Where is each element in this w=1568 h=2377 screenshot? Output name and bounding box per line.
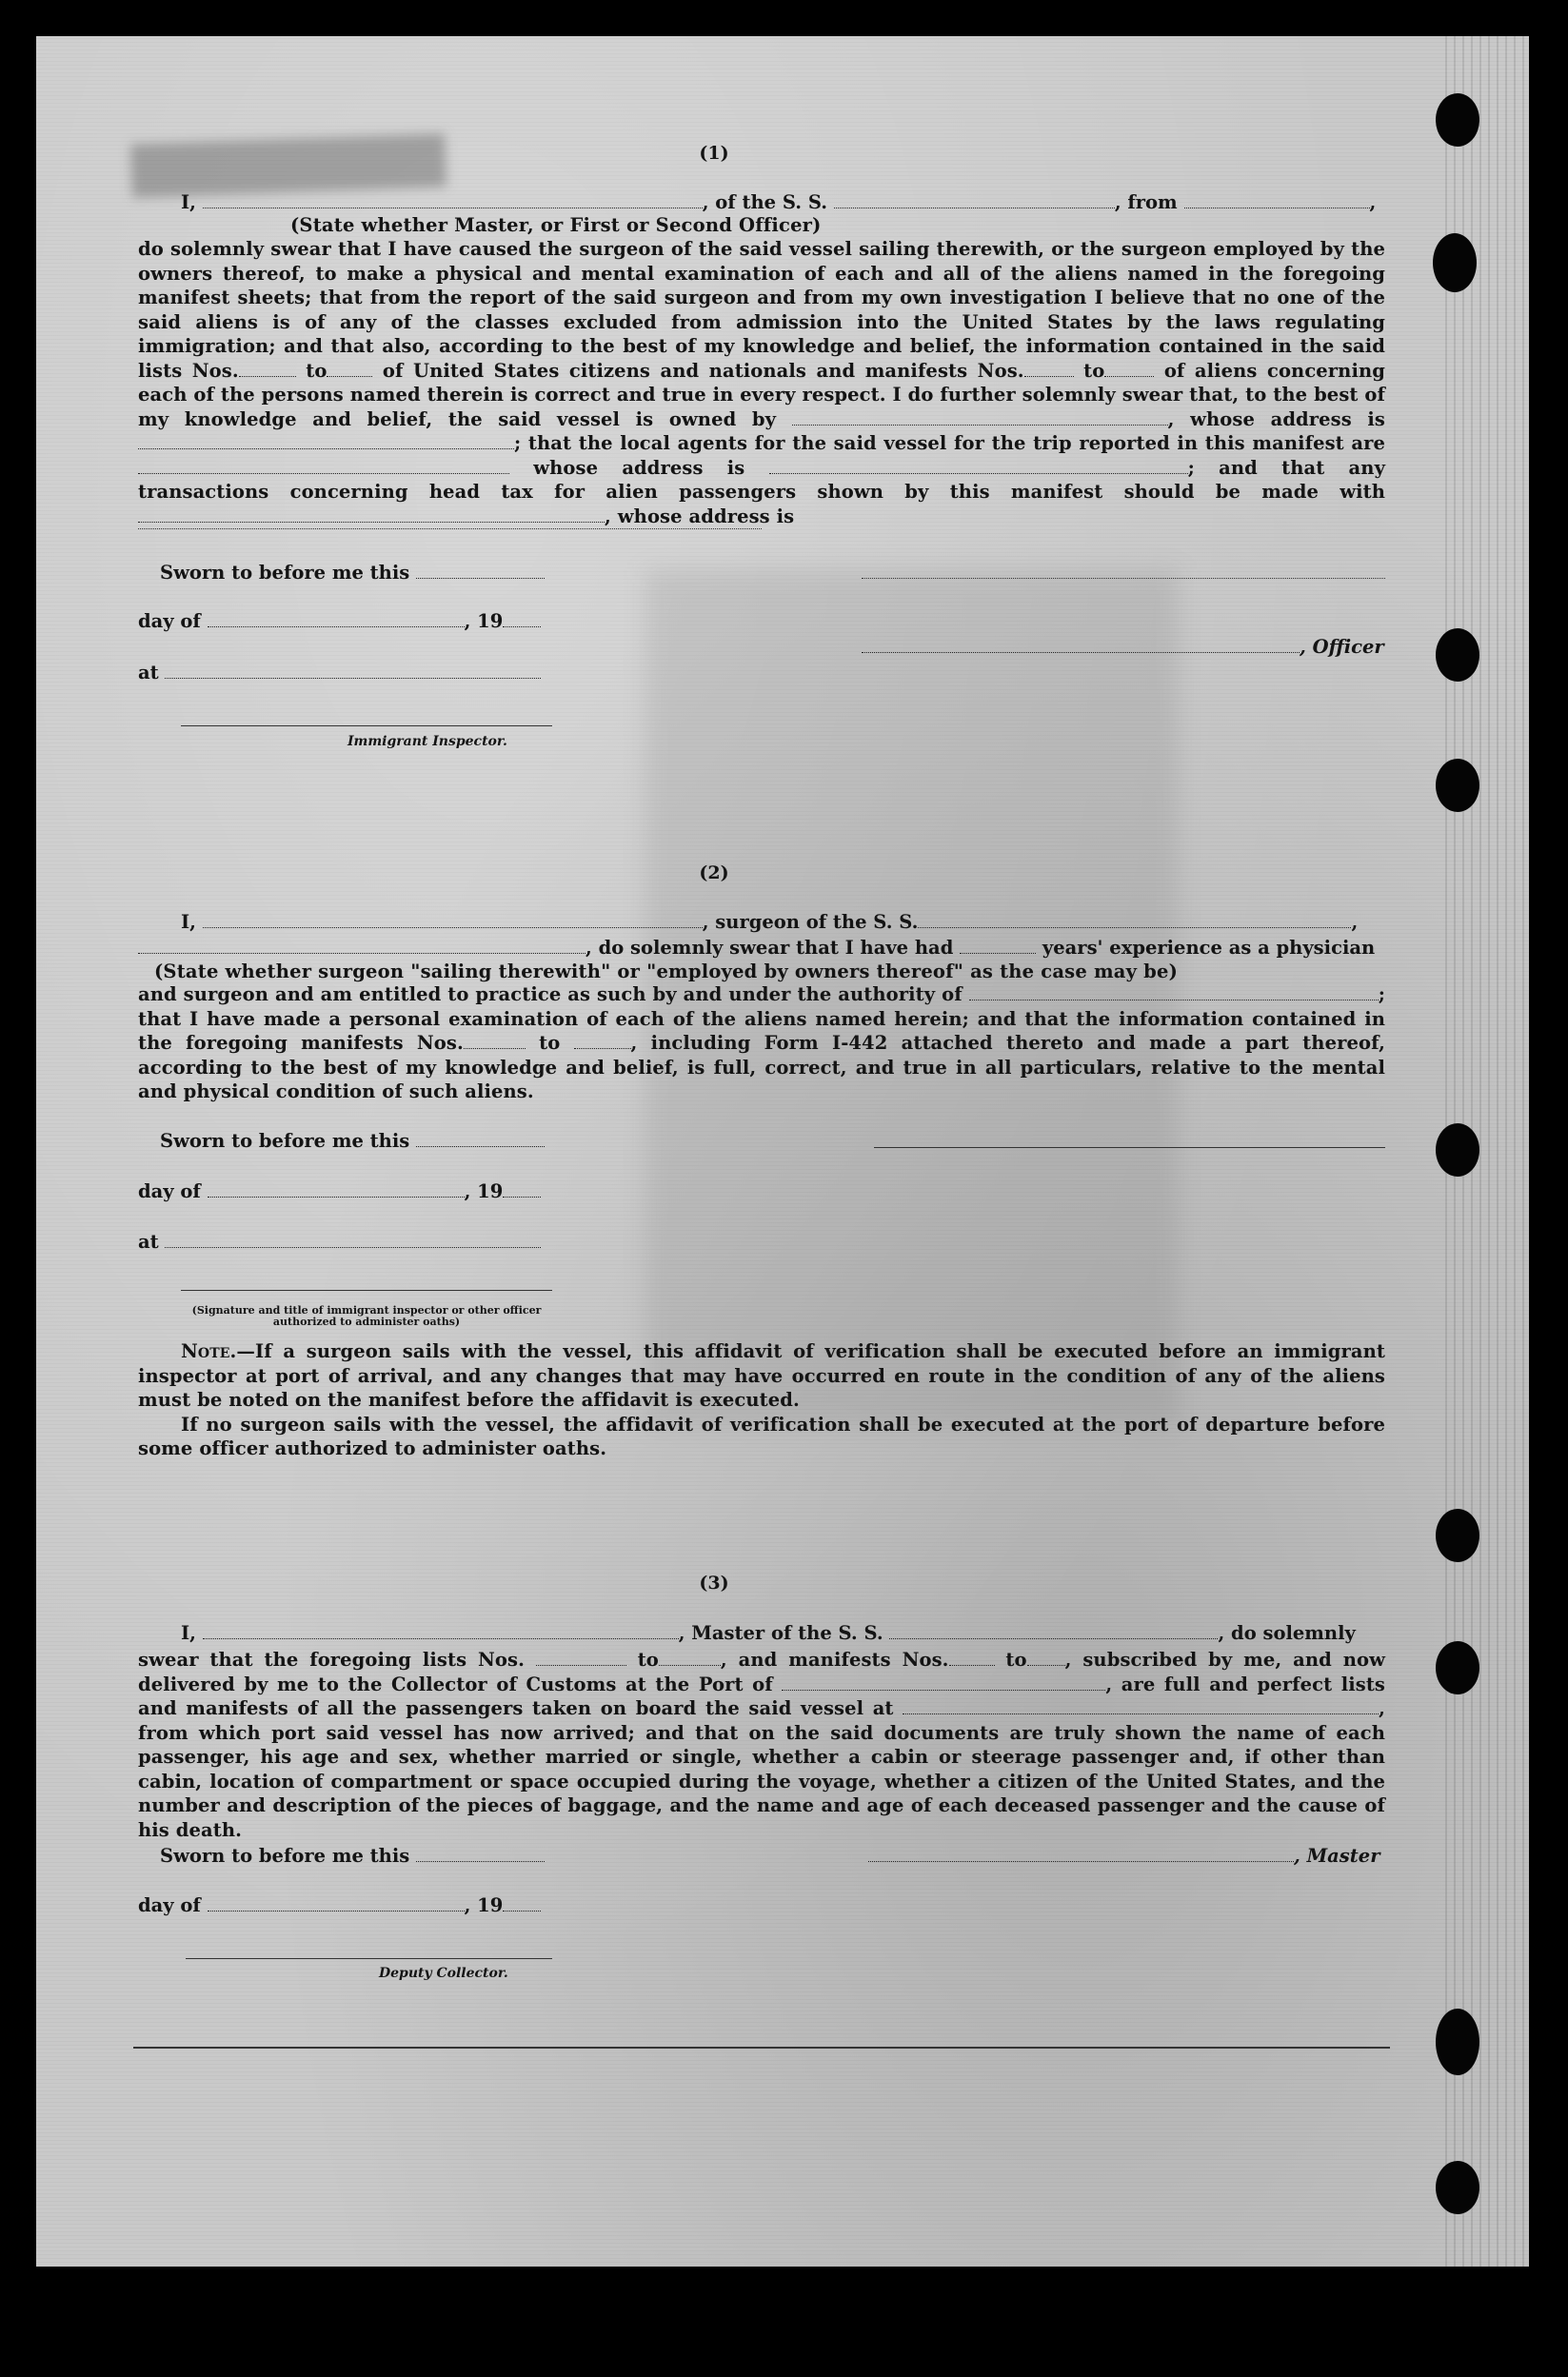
s1-year-label: , 19: [464, 610, 504, 632]
punch-hole: [1436, 1509, 1479, 1562]
head-tax-address-line[interactable]: [138, 528, 762, 529]
lists-from-field[interactable]: [239, 362, 296, 377]
master-name-field[interactable]: [203, 1624, 679, 1639]
s1-whose-address-3: , whose address is: [605, 505, 795, 527]
s3-from-which: , from which: [138, 1697, 1385, 1744]
s2-years-label: years' experience as a physician: [1042, 937, 1376, 959]
s3-first-line: [181, 1622, 1356, 1644]
s1-text-b: of United States citizens and nationals and manifests Nos.: [382, 359, 1024, 382]
punch-hole: [1436, 1123, 1479, 1177]
s3-manifests-to-field[interactable]: [1027, 1651, 1065, 1666]
s3-lists-to-field[interactable]: [659, 1651, 721, 1666]
section-1-first-line: I, , of the S. S. , from ,: [181, 191, 1377, 213]
s1-sworn-day-field[interactable]: [416, 564, 545, 579]
s3-text-a: swear that the foregoing lists Nos.: [138, 1649, 525, 1671]
section-2-note: [138, 1339, 1385, 1461]
punch-hole: [1433, 233, 1477, 292]
s2-sworn: [160, 1130, 545, 1152]
s3-full-perfect: , are full and perfect lists and manifests of all the passengers taken on board the said vessel at: [138, 1673, 1386, 1719]
s2-date-line: [138, 1180, 541, 1202]
s3-to-1: to: [637, 1649, 659, 1671]
s2-manifests-from-field[interactable]: [464, 1034, 526, 1049]
section-3-body: [138, 1648, 1385, 1842]
s3-master-label: , Master of the S. S.: [678, 1622, 883, 1644]
s2-year-field[interactable]: [503, 1182, 541, 1198]
s2-at-field[interactable]: [165, 1233, 541, 1248]
s2-text-c: , including Form I-442 attached thereto and made a part thereof, according to the best of my knowledge and belief, is full, correct, and true in all particulars, relative to the mental and physical condition of such aliens.: [138, 1032, 1386, 1102]
punch-hole: [1436, 2161, 1479, 2214]
s1-month-field[interactable]: [208, 612, 465, 627]
s3-master-signature-field[interactable]: [868, 1847, 1294, 1862]
s2-at-line: [138, 1231, 541, 1253]
officer-name-field[interactable]: [203, 193, 703, 208]
s2-surgeon-label: , surgeon of the S. S.: [702, 911, 919, 933]
s3-master-label-sig: , Master: [1294, 1845, 1380, 1867]
s3-subscribed: , subscribed by me, and now delivered by me to the Collector of Customs at the Port of: [138, 1649, 1386, 1695]
embarkation-port-field[interactable]: [903, 1699, 1379, 1714]
s2-text-b: ; that I have made a personal examination of each of the aliens named herein; and that the information contained in the foregoing manifests Nos.: [138, 983, 1386, 1054]
s3-date-line: [138, 1894, 541, 1916]
of-ss-label: , of the S. S.: [702, 191, 828, 213]
s3-master-line: [868, 1845, 1379, 1867]
s2-second-line: [138, 937, 1375, 959]
s1-sworn: [160, 562, 545, 584]
from-port-field[interactable]: [1184, 193, 1370, 208]
s1-at-field[interactable]: [165, 664, 541, 679]
s2-day-of-label: day of: [138, 1180, 201, 1202]
s1-whose-address: , whose address is: [1167, 407, 1385, 430]
officer-note: (State whether Master, or First or Second Officer): [290, 214, 822, 236]
s2-swear-label: , do solemnly swear that I have had: [586, 937, 954, 959]
s2-manifests-to-field[interactable]: [574, 1034, 631, 1049]
s1-inspector-line[interactable]: [181, 725, 552, 726]
note-text-2: If no surgeon sails with the vessel, the affidavit of verification shall be executed at the port of departure before some officer authorized to administer oaths.: [138, 1413, 1385, 1459]
s2-month-field[interactable]: [208, 1182, 465, 1198]
surgeon-name-field[interactable]: [203, 913, 703, 928]
s3-year-field[interactable]: [503, 1896, 541, 1912]
s3-lists-from-field[interactable]: [536, 1651, 626, 1666]
s2-signature-caption: (Signature and title of immigrant inspector or other officer authorized to administer oaths): [191, 1304, 542, 1328]
bottom-rule: [133, 2047, 1390, 2049]
s3-to-2: to: [1005, 1649, 1027, 1671]
s1-officer-label: , Officer: [1300, 636, 1384, 658]
s1-year-field[interactable]: [503, 612, 541, 627]
s3-and-manifests: , and manifests Nos.: [720, 1649, 949, 1671]
s3-sworn-label: Sworn to before me this: [160, 1845, 410, 1867]
s2-surgeon-signature-line[interactable]: [874, 1147, 1385, 1148]
local-agents-field[interactable]: [138, 459, 509, 474]
manifests-to-field[interactable]: [1104, 362, 1154, 377]
s3-text-b: port said vessel has now arrived; and that on the said documents are truly shown the name of each passenger, his age and sex, whether married or single, whether a cabin or steerage passenger and, if other than cabin, location of compartment or space occupied during the voyage, whether a citizen of the United States, and the number and description of the pieces of baggage, and the name and age of each deceased passenger and the cause of his death.: [138, 1721, 1385, 1841]
s3-collector-caption: Deputy Collector.: [379, 1966, 508, 1981]
punch-hole: [1436, 628, 1479, 682]
section-2-number: (2): [699, 862, 729, 883]
years-field[interactable]: [960, 939, 1036, 954]
s2-first-line: I, , surgeon of the S. S. ,: [181, 911, 1359, 933]
authority-field[interactable]: [969, 985, 1379, 1000]
s1-master-signature-line[interactable]: [862, 578, 1385, 579]
s1-text-a: do solemnly swear that I have caused the surgeon of the said vessel sailing therewith, or the surgeon employed by the owners thereof, to make a physical and mental examination of each and all of the aliens named in the foregoing manifest sheets; that from the report of the said surgeon and from my own investigation I believe that no one of the said aliens is of any of the classes excluded from admission into the United States by the laws regulating immigration; and that also, according to the best of my knowledge and belief, the information contained in the said lists Nos.: [138, 238, 1385, 382]
s1-date-line: [138, 610, 541, 632]
s1-to-2: to: [1083, 359, 1105, 382]
surgeon-note: (State whether surgeon "sailing therewith" or "employed by owners thereof" as the case may be): [154, 961, 1178, 982]
note-text: —If a surgeon sails with the vessel, this affidavit of verification shall be executed before an immigrant inspector at port of arrival, and any changes that may have occurred en route in the condition of any of the aliens must be noted on the manifest before the affidavit is executed.: [138, 1340, 1385, 1411]
s3-swear-label: , do solemnly: [1218, 1622, 1356, 1644]
s2-intro-i: I,: [181, 911, 196, 933]
s2-inspector-line[interactable]: [181, 1290, 552, 1291]
owner-field[interactable]: [792, 410, 1168, 426]
s1-at-label: at: [138, 662, 159, 683]
s3-manifests-from-field[interactable]: [949, 1651, 995, 1666]
s1-text-e: ; and that any transactions concerning head tax for alien passengers shown by this manifest should be made with: [138, 456, 1386, 503]
vessel-name-field[interactable]: [834, 193, 1115, 208]
s1-to-1: to: [306, 359, 327, 382]
s3-month-field[interactable]: [208, 1896, 465, 1912]
s3-year-label: , 19: [464, 1894, 504, 1916]
intro-i: I,: [181, 191, 196, 213]
s3-sworn: [160, 1845, 545, 1867]
port-field[interactable]: [782, 1675, 1105, 1691]
s2-text-a: and surgeon and am entitled to practice as such by and under the authority of: [138, 983, 963, 1005]
surgeon-status-field[interactable]: [138, 939, 586, 954]
s1-inspector-caption: Immigrant Inspector.: [347, 734, 507, 749]
agents-address-field[interactable]: [769, 459, 1188, 474]
s1-sworn-label: Sworn to before me this: [160, 562, 410, 584]
s3-vessel-field[interactable]: [889, 1624, 1218, 1639]
s1-whose-address-2: whose address is: [533, 456, 745, 479]
punch-hole: [1436, 1641, 1479, 1694]
s2-to: to: [539, 1032, 561, 1054]
s1-at-line: [138, 662, 541, 683]
s3-intro-i: I,: [181, 1622, 196, 1644]
s1-officer-signature-field[interactable]: [862, 638, 1300, 653]
s1-text-c: of aliens concerning each of the persons named therein is correct and true in every respect. I do further solemnly swear that, to the best of my knowledge and belief, the said vessel is owned by: [138, 359, 1385, 430]
head-tax-party-field[interactable]: [138, 507, 605, 523]
lists-to-field[interactable]: [327, 362, 372, 377]
section-1-number: (1): [699, 143, 729, 164]
s2-at-label: at: [138, 1231, 159, 1253]
from-label: , from: [1114, 191, 1178, 213]
s2-vessel-field[interactable]: [918, 913, 1351, 928]
manifests-from-field[interactable]: [1024, 362, 1074, 377]
s2-sworn-label: Sworn to before me this: [160, 1130, 410, 1152]
punch-hole: [1436, 759, 1479, 812]
section-3-number: (3): [699, 1573, 729, 1594]
s2-sworn-day-field[interactable]: [416, 1132, 545, 1147]
s1-officer-line: [862, 636, 1384, 658]
s3-day-of-label: day of: [138, 1894, 201, 1916]
s3-collector-line[interactable]: [186, 1958, 552, 1959]
owner-address-field[interactable]: [138, 434, 514, 449]
section-2-body: [138, 982, 1385, 1104]
punch-hole: [1436, 93, 1479, 147]
punch-hole: [1436, 2009, 1479, 2075]
s1-day-of-label: day of: [138, 610, 201, 632]
note-label: Note.: [181, 1340, 237, 1362]
section-1-body: [138, 237, 1385, 528]
s2-year-label: , 19: [464, 1180, 504, 1202]
s3-sworn-day-field[interactable]: [416, 1847, 545, 1862]
s1-text-d: ; that the local agents for the said vessel for the trip reported in this manifest are: [514, 432, 1385, 454]
